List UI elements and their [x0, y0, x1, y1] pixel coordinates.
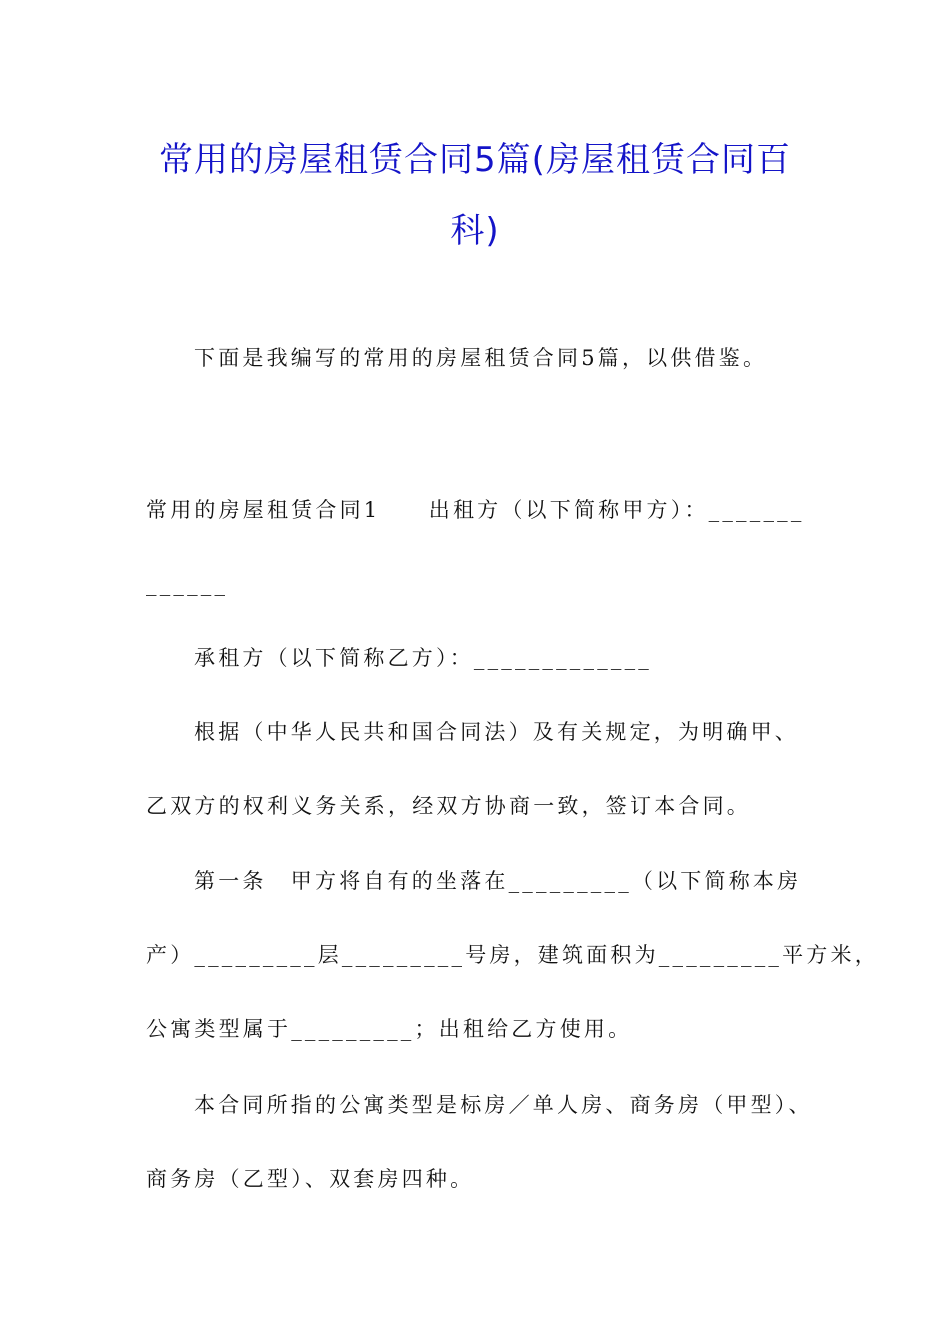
document-title-line-1: 常用的房屋租赁合同5篇(房屋租赁合同百: [159, 140, 791, 180]
contract-1-lessor-line-cont: ______: [146, 572, 229, 596]
apartment-types-line-1: 本合同所指的公寓类型是标房／单人房、商务房（甲型）、: [194, 1093, 813, 1117]
article-1-line-1: 第一条 甲方将自有的坐落在_________（以下简称本房: [194, 869, 802, 893]
intro-paragraph: 下面是我编写的常用的房屋租赁合同5篇，以供借鉴。: [194, 346, 768, 370]
preamble-line-2: 乙双方的权利义务关系，经双方协商一致，签订本合同。: [146, 794, 751, 818]
document-title-line-2: 科): [450, 211, 500, 251]
apartment-types-line-2: 商务房（乙型）、双套房四种。: [146, 1167, 475, 1191]
article-1-line-3: 公寓类型属于_________；出租给乙方使用。: [146, 1017, 633, 1041]
preamble-line-1: 根据（中华人民共和国合同法）及有关规定，为明确甲、: [194, 720, 799, 744]
article-1-line-2: 产）_________层_________号房，建筑面积为_________平方米，: [146, 943, 879, 967]
lessee-line: 承租方（以下简称乙方）：_____________: [194, 646, 652, 670]
contract-1-lessor-line: 常用的房屋租赁合同1 出租方（以下简称甲方）：_______: [146, 498, 805, 522]
